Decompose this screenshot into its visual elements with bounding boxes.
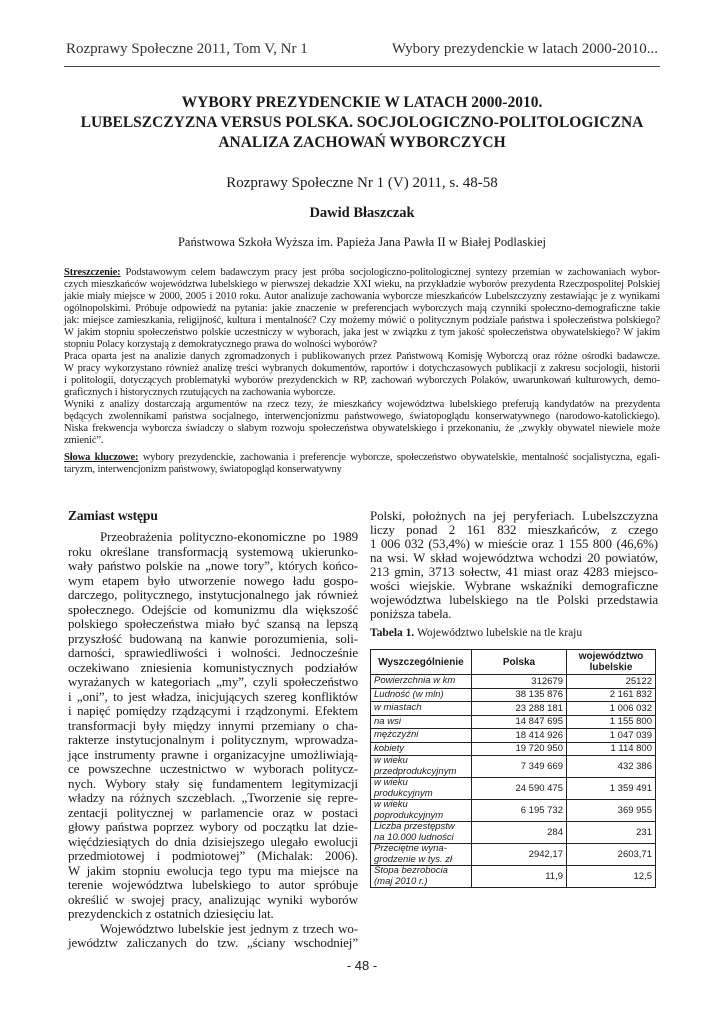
body-line: transformacji były między innymi przemiany o cha- [68,717,358,733]
body-line: Województwo lubelskie jest jednym z trzech wo- [100,920,358,936]
body-line: jewództw zaliczanych do tzw. „ściany wschodniej” [68,935,358,950]
demographics-table [370,649,656,888]
body-line: roku określane transformacją systemową ukierunko- [68,543,358,559]
abstract-line [64,363,660,375]
abstract-text: zmienić”. [64,435,104,446]
abstract-line [64,279,660,291]
header-rule [64,66,660,67]
body-line: na wsi. W skład województwa wchodzi 20 powiatów, [370,550,658,565]
value-lubelskie: 1 114 800 [567,742,656,756]
table-row [371,729,656,743]
running-header-left: Rozprawy Społeczne 2011, Tom V, Nr 1 [66,41,308,57]
abstract-line [64,339,660,351]
column-header: Wyszczególnienie [371,650,472,675]
body-line: poniższa tabela. [370,606,452,621]
left-column [68,508,358,951]
abstract-label: Streszczenie: [64,267,121,278]
body-line: prezydenckich z ostatnich dziesięciu lat. [68,906,274,921]
value-polska: 2942,17 [472,844,567,866]
value-polska: 18 414 926 [472,729,567,743]
affiliation: Państwowa Szkoła Wyższa im. Papieża Jana Pawła II w Białej Podlaskiej [177,235,547,249]
abstract-text: graficznych i historycznych rzutujących na zachowania wyborcze. [64,387,336,398]
value-lubelskie: 432 386 [567,756,656,778]
body-line: określić w swojej pracy, analizując wyniki wyborów [68,891,358,907]
abstract-text: będących zwolennikami państwa socjalnego, interwencjonizmu państwowego, światopoglądu konserwatywnego (narodowo-katolickiego). [64,411,660,422]
body-line: wym etapem było utworzenie nowego ładu gospo- [68,572,358,588]
row-label: Powierzchnia w km [371,675,472,689]
abstract-text: czych mieszkańców województwa lubelskiego w pierwszej dekadzie XXI wieku, na przykładzie wyborów prezydenta Rzeczpospolitej Polskiej [64,279,660,290]
abstract [64,267,660,447]
row-label: w wieku przedprodukcyjnym [371,756,472,778]
abstract-line [64,315,660,327]
abstract-text: ogólnopolskimi. Próbuje odpowiedź na pytania: jakie znaczenie w preferencjach wyborczych mają czynniki społeczno-demograficzne takie [64,303,660,314]
row-label: kobiety [371,742,472,756]
value-polska: 11,9 [472,866,567,888]
table-row [371,715,656,729]
value-polska: 14 847 695 [472,715,567,729]
citation: Rozprawy Społeczne Nr 1 (V) 2011, s. 48-58 [226,175,498,191]
body-line: 1 006 032 (53,4%) w mieście oraz 1 155 800 (46,6%) [370,536,658,551]
abstract-line [64,267,660,279]
section-heading: Zamiast wstępu [68,508,158,523]
value-lubelskie: 231 [567,822,656,844]
table-row [371,675,656,689]
abstract-text: Podstawowym celem badawczym pracy jest próba socjologiczno-politologicznej syntezy przemian w zachowaniach wybor- [125,267,660,278]
body-line: darczego, politycznego, instytucjonalnego jak również [68,587,358,602]
value-lubelskie: 1 047 039 [567,729,656,743]
abstract-text: jak: miejsce zamieszkania, religijność, kultura i mentalność? Czy możemy mówić o politycznym podziale państwa i społeczeństwa polskiego? [64,315,660,326]
keywords [64,452,660,476]
keywords-text: taryzm, interwencjonizm państwowy, światopogląd konserwatywny [64,464,342,475]
column-header: Polska [472,650,567,675]
body-line: rakterze instytucjonalnym i politycznym, wprowadza- [68,732,358,747]
value-polska: 6 195 732 [472,800,567,822]
table-row [371,844,656,866]
table-row [371,702,656,716]
table-caption [370,627,582,639]
row-label: Ludność (w mln) [371,688,472,702]
body-line: i „oni”, to jest władza, inicjujących szereg konfliktów [68,688,358,704]
abstract-line [64,435,660,447]
body-line: Polski, położnych na jej peryferiach. Lubelszczyzna [370,508,658,523]
body-line: głowy państwa poprzez wybory od początku lat dzie- [68,819,358,834]
body-line: darności, sprawiedliwości i wolności. Jednocześnie [68,645,358,660]
abstract-line [64,423,660,435]
right-column [370,509,658,621]
abstract-text: W jakim stopniu społeczeństwo polskie uczestniczy w wyborach, jaka jest w związku z tym jakość społeczeństwa obywatelskiego? W jakim [64,327,660,338]
value-polska: 23 288 181 [472,702,567,716]
table-caption-label: Tabela 1. [370,627,415,639]
row-label: na wsi [371,715,472,729]
body-line: społecznego. Odejście od komunizmu dla większość [68,601,358,617]
row-label: Przeciętne wyna- grodzenie w tys. zł [371,844,472,866]
body-line: więćdziesiątych do dnia dzisiejszego ulegało ewolucji [68,833,358,849]
body-line: terenie województwa lubelskiego to autor spróbuje [68,877,358,892]
abstract-text: i politologii, dotyczących problematyki wyborów prezydenckich w RP, zachowań wyborczych Polaków, uwarunkowań kulturowych, demo- [64,375,660,386]
row-label: w wieku poprodukcyjnym [371,800,472,822]
title-line: WYBORY PREZYDENCKIE W LATACH 2000-2010. [181,94,543,111]
body-line: nych. Wybory stały się fundamentem legitymizacji [68,775,358,791]
value-lubelskie: 1 155 800 [567,715,656,729]
value-lubelskie: 25122 [567,675,656,689]
value-polska: 312679 [472,675,567,689]
abstract-line [64,399,660,411]
table-caption-text: Województwo lubelskie na tle kraju [416,627,583,639]
keywords-line [64,452,660,464]
running-header-right: Wybory prezydenckie w latach 2000-2010... [391,41,658,57]
page-number: - 48 - [346,958,378,973]
body-line: ce powszechne uczestnictwo w wyborach politycz- [68,761,358,776]
value-polska: 7 349 669 [472,756,567,778]
abstract-line [64,351,660,363]
title-line: ANALIZA ZACHOWAŃ WYBORCZYCH [218,134,506,151]
value-lubelskie: 1 006 032 [567,702,656,716]
value-lubelskie: 2 161 832 [567,688,656,702]
abstract-text: jakie miały miejsce w 2000, 2005 i 2010 roku. Autor analizuje zachowania wyborcze mieszkańców Lubelszczyzny zestawiając je z wynikami [64,291,660,302]
abstract-text: Wyniki z analizy dostarczają argumentów na rzecz tezy, że mieszkańcy województwa lubelskiego preferują kandydatów na prezydenta [64,399,660,410]
body-line: wały państwo polskie na „nowe tory”, których końco- [68,558,358,573]
row-label: mężczyźni [371,729,472,743]
column-header: województwo lubelskie [567,650,656,675]
body-line: przedmiotowej i podmiotowej” (Michalak: 2006). [68,848,358,863]
body-line: wyrażanych w kategoriach „my”, czyli społeczeństwo [68,674,358,689]
keywords-line [64,464,660,476]
abstract-line [64,303,660,315]
row-label: w miastach [371,702,472,716]
value-lubelskie: 369 955 [567,800,656,822]
value-lubelskie: 2603,71 [567,844,656,866]
table-row [371,688,656,702]
value-polska: 24 590 475 [472,778,567,800]
row-label: Liczba przestępstw na 10.000 ludności [371,822,472,844]
body-line: liczy ponad 2 161 832 mieszkańców, z czego [370,522,658,537]
row-label: Stopa bezrobocia (maj 2010 r.) [371,866,472,888]
body-line: wości wiejskie. Wybrane wskaźniki demograficzne [370,578,658,593]
article-title [60,93,664,153]
body-line: jące instrumenty prawne i organizacyjne umożliwiają- [68,746,358,762]
abstract-text: Niska frekwencja wyborcza świadczy o słabym rozwoju społeczeństwa obywatelskiego i przekonaniu, że „zwykły obywatel niewiele może [64,423,660,434]
body-line: i napięć pomiędzy rządzącymi i rządzonymi. Efektem [68,703,358,718]
abstract-text: W pracy wykorzystano również analizę treści wybranych dokumentów, raportów i dotychczasowych publikacji z zakresu socjologii, historii [64,363,660,374]
table-row [371,742,656,756]
value-polska: 38 135 876 [472,688,567,702]
table-row [371,800,656,822]
table-row [371,822,656,844]
abstract-line [64,291,660,303]
value-polska: 19 720 950 [472,742,567,756]
keywords-text: wybory prezydenckie, zachowania i preferencje wyborcze, społeczeństwo obywatelskie, mentalność socjalistyczna, egali- [142,452,660,463]
abstract-line [64,387,660,399]
abstract-line [64,411,660,423]
body-line: W jakim stopniu ewolucja tego typu ma miejsce na [68,862,358,878]
body-line: władzy na różnych szczeblach. „Tworzenie się repre- [68,790,358,805]
abstract-text: stopniu Polacy korzystają z demokratycznego prawa do wolności wyborów? [64,339,377,350]
keywords-label: Słowa kluczowe: [64,452,139,463]
body-line: zentacji politycznej w parlamencie oraz w postaci [68,804,358,820]
abstract-text: Praca oparta jest na analizie danych zgromadzonych i publikowanych przez Państwową Komisję Wyborczą oraz różne ośrodki badawcze. [64,351,660,362]
table-header-row [371,650,656,675]
body-line: 213 gmin, 3713 sołectw, 41 miast oraz 4283 miejsco- [370,564,658,579]
author: Dawid Błaszczak [309,205,415,221]
abstract-line [64,375,660,387]
abstract-line [64,327,660,339]
value-lubelskie: 1 359 491 [567,778,656,800]
table-row [371,866,656,888]
body-line: przyszłość budowaną na kanwie porozumienia, soli- [68,630,358,646]
body-line: oczekiwano zniesienia komunistycznych podziałów [68,659,358,675]
body-line: polskiego społeczeństwa miało być szansą na lepszą [68,616,358,631]
body-line: województwa lubelskiego na tle Polski przedstawia [370,592,658,607]
title-line: LUBELSZCZYZNA VERSUS POLSKA. SOCJOLOGICZNO-POLITOLOGICZNA [80,114,644,131]
row-label: w wieku produkcyjnym [371,778,472,800]
table-row [371,778,656,800]
body-line: Przeobrażenia polityczno-ekonomiczne po 1989 [100,529,358,544]
value-polska: 284 [472,822,567,844]
table-row [371,756,656,778]
value-lubelskie: 12,5 [567,866,656,888]
